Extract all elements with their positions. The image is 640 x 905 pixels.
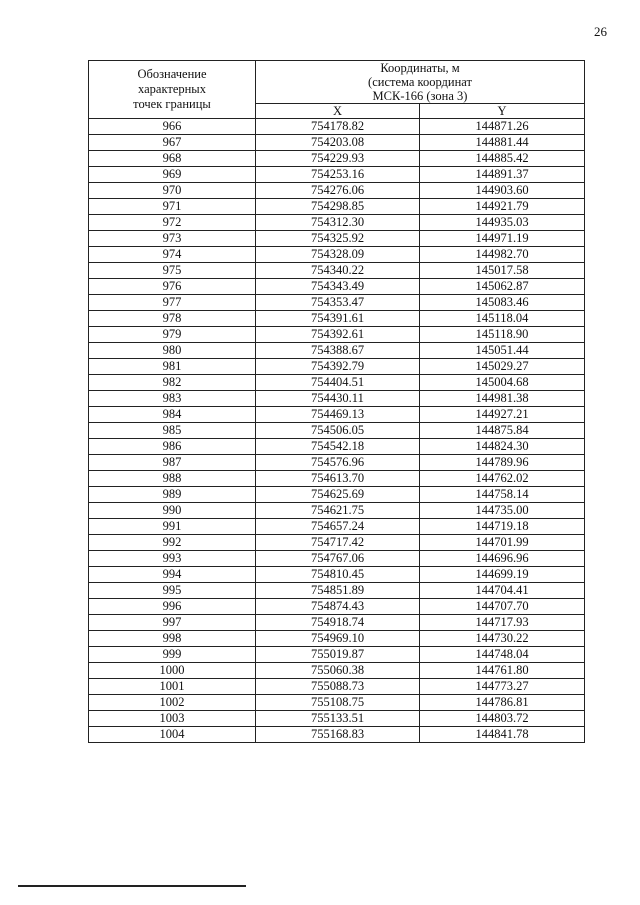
point-number-cell: 972 <box>89 215 256 231</box>
point-number-cell: 970 <box>89 183 256 199</box>
table-row <box>89 551 585 567</box>
point-number-cell: 967 <box>89 135 256 151</box>
x-coordinate-cell: 754851.89 <box>256 583 420 599</box>
x-coordinate-cell: 754874.43 <box>256 599 420 615</box>
table-row <box>89 119 585 135</box>
x-coordinate-cell: 754392.61 <box>256 327 420 343</box>
table-row <box>89 327 585 343</box>
table-row <box>89 135 585 151</box>
table-body <box>89 119 585 743</box>
x-coordinate-cell: 754469.13 <box>256 407 420 423</box>
point-number-cell: 983 <box>89 391 256 407</box>
y-coordinate-cell: 144971.19 <box>420 231 585 247</box>
table-row <box>89 231 585 247</box>
x-coordinate-cell: 755019.87 <box>256 647 420 663</box>
table-row <box>89 647 585 663</box>
x-coordinate-cell: 755108.75 <box>256 695 420 711</box>
x-coordinate-cell: 754343.49 <box>256 279 420 295</box>
y-coordinate-cell: 145083.46 <box>420 295 585 311</box>
x-coordinate-cell: 754391.61 <box>256 311 420 327</box>
y-coordinate-cell: 144789.96 <box>420 455 585 471</box>
coords-header-line-1: Координаты, м <box>380 61 460 75</box>
y-coordinate-cell: 144935.03 <box>420 215 585 231</box>
table-row <box>89 503 585 519</box>
table-row <box>89 375 585 391</box>
table-row <box>89 151 585 167</box>
table-row <box>89 279 585 295</box>
x-coordinate-cell: 754325.92 <box>256 231 420 247</box>
point-number-cell: 981 <box>89 359 256 375</box>
point-number-cell: 986 <box>89 439 256 455</box>
y-coordinate-cell: 145118.90 <box>420 327 585 343</box>
point-header-line-2: характерных <box>138 82 206 96</box>
point-number-cell: 966 <box>89 119 256 135</box>
table-row <box>89 727 585 743</box>
point-number-cell: 1000 <box>89 663 256 679</box>
point-header-line-1: Обозначение <box>137 67 207 81</box>
y-coordinate-cell: 144981.38 <box>420 391 585 407</box>
y-coordinate-cell: 144875.84 <box>420 423 585 439</box>
point-number-cell: 968 <box>89 151 256 167</box>
x-coordinate-cell: 754625.69 <box>256 487 420 503</box>
point-number-cell: 990 <box>89 503 256 519</box>
point-number-cell: 988 <box>89 471 256 487</box>
x-coordinate-cell: 754918.74 <box>256 615 420 631</box>
table-row <box>89 263 585 279</box>
y-coordinate-cell: 144773.27 <box>420 679 585 695</box>
x-coordinate-cell: 754229.93 <box>256 151 420 167</box>
x-coordinate-cell: 754178.82 <box>256 119 420 135</box>
point-designation-header <box>89 61 256 119</box>
y-coordinate-cell: 144748.04 <box>420 647 585 663</box>
point-number-cell: 971 <box>89 199 256 215</box>
x-coordinate-cell: 755060.38 <box>256 663 420 679</box>
table-row <box>89 695 585 711</box>
table-row <box>89 679 585 695</box>
table-row <box>89 359 585 375</box>
x-coordinate-cell: 754312.30 <box>256 215 420 231</box>
table-row <box>89 407 585 423</box>
x-coordinate-cell: 754717.42 <box>256 535 420 551</box>
point-number-cell: 999 <box>89 647 256 663</box>
table-row <box>89 183 585 199</box>
x-coordinate-cell: 754767.06 <box>256 551 420 567</box>
y-coordinate-cell: 144761.80 <box>420 663 585 679</box>
y-coordinate-cell: 144696.96 <box>420 551 585 567</box>
x-column-header: X <box>256 104 420 119</box>
point-number-cell: 980 <box>89 343 256 359</box>
x-coordinate-cell: 754328.09 <box>256 247 420 263</box>
point-number-cell: 985 <box>89 423 256 439</box>
y-coordinate-cell: 144701.99 <box>420 535 585 551</box>
y-coordinate-cell: 145062.87 <box>420 279 585 295</box>
x-coordinate-cell: 755168.83 <box>256 727 420 743</box>
table-row <box>89 343 585 359</box>
y-column-header: Y <box>420 104 585 119</box>
y-coordinate-cell: 144841.78 <box>420 727 585 743</box>
point-number-cell: 995 <box>89 583 256 599</box>
point-number-cell: 969 <box>89 167 256 183</box>
coords-header-line-2: (система координат <box>368 75 472 89</box>
x-coordinate-cell: 755133.51 <box>256 711 420 727</box>
y-coordinate-cell: 144707.70 <box>420 599 585 615</box>
y-coordinate-cell: 144921.79 <box>420 199 585 215</box>
y-coordinate-cell: 144735.00 <box>420 503 585 519</box>
table-row <box>89 487 585 503</box>
table-row <box>89 583 585 599</box>
point-number-cell: 994 <box>89 567 256 583</box>
y-coordinate-cell: 144927.21 <box>420 407 585 423</box>
point-number-cell: 1002 <box>89 695 256 711</box>
x-coordinate-cell: 754810.45 <box>256 567 420 583</box>
x-coordinate-cell: 754621.75 <box>256 503 420 519</box>
x-coordinate-cell: 754388.67 <box>256 343 420 359</box>
point-number-cell: 1004 <box>89 727 256 743</box>
point-number-cell: 993 <box>89 551 256 567</box>
point-number-cell: 1001 <box>89 679 256 695</box>
point-number-cell: 975 <box>89 263 256 279</box>
table-row <box>89 391 585 407</box>
x-coordinate-cell: 754542.18 <box>256 439 420 455</box>
table-row <box>89 631 585 647</box>
x-coordinate-cell: 754353.47 <box>256 295 420 311</box>
x-coordinate-cell: 754392.79 <box>256 359 420 375</box>
x-coordinate-cell: 754969.10 <box>256 631 420 647</box>
point-number-cell: 989 <box>89 487 256 503</box>
y-coordinate-cell: 144891.37 <box>420 167 585 183</box>
table-row <box>89 711 585 727</box>
y-coordinate-cell: 144719.18 <box>420 519 585 535</box>
y-coordinate-cell: 144903.60 <box>420 183 585 199</box>
point-number-cell: 1003 <box>89 711 256 727</box>
point-number-cell: 997 <box>89 615 256 631</box>
y-coordinate-cell: 144881.44 <box>420 135 585 151</box>
point-number-cell: 991 <box>89 519 256 535</box>
table-row <box>89 615 585 631</box>
y-coordinate-cell: 144717.93 <box>420 615 585 631</box>
point-number-cell: 982 <box>89 375 256 391</box>
y-coordinate-cell: 145017.58 <box>420 263 585 279</box>
table-row <box>89 167 585 183</box>
y-coordinate-cell: 144704.41 <box>420 583 585 599</box>
y-coordinate-cell: 144762.02 <box>420 471 585 487</box>
coords-header-line-3: МСК-166 (зона 3) <box>372 89 468 103</box>
table-row <box>89 519 585 535</box>
y-coordinate-cell: 144786.81 <box>420 695 585 711</box>
point-number-cell: 987 <box>89 455 256 471</box>
y-coordinate-cell: 144871.26 <box>420 119 585 135</box>
x-coordinate-cell: 754506.05 <box>256 423 420 439</box>
y-coordinate-cell: 144982.70 <box>420 247 585 263</box>
point-number-cell: 977 <box>89 295 256 311</box>
table-row <box>89 535 585 551</box>
point-header-line-3: точек границы <box>133 97 211 111</box>
table-row <box>89 423 585 439</box>
table-row <box>89 247 585 263</box>
coordinates-header <box>256 61 585 104</box>
point-number-cell: 998 <box>89 631 256 647</box>
y-coordinate-cell: 144885.42 <box>420 151 585 167</box>
coordinates-table <box>88 60 585 743</box>
point-number-cell: 978 <box>89 311 256 327</box>
point-number-cell: 973 <box>89 231 256 247</box>
x-coordinate-cell: 754276.06 <box>256 183 420 199</box>
y-coordinate-cell: 145029.27 <box>420 359 585 375</box>
x-coordinate-cell: 754613.70 <box>256 471 420 487</box>
point-number-cell: 976 <box>89 279 256 295</box>
footnote-separator-line <box>18 885 246 887</box>
x-coordinate-cell: 754657.24 <box>256 519 420 535</box>
table-row <box>89 199 585 215</box>
x-coordinate-cell: 754298.85 <box>256 199 420 215</box>
table-row <box>89 455 585 471</box>
y-coordinate-cell: 144803.72 <box>420 711 585 727</box>
table-row <box>89 599 585 615</box>
table-row <box>89 567 585 583</box>
y-coordinate-cell: 144730.22 <box>420 631 585 647</box>
y-coordinate-cell: 145051.44 <box>420 343 585 359</box>
x-coordinate-cell: 754203.08 <box>256 135 420 151</box>
point-number-cell: 992 <box>89 535 256 551</box>
y-coordinate-cell: 144699.19 <box>420 567 585 583</box>
y-coordinate-cell: 145004.68 <box>420 375 585 391</box>
point-number-cell: 984 <box>89 407 256 423</box>
point-number-cell: 974 <box>89 247 256 263</box>
point-number-cell: 979 <box>89 327 256 343</box>
table-row <box>89 311 585 327</box>
table-row <box>89 471 585 487</box>
x-coordinate-cell: 754576.96 <box>256 455 420 471</box>
x-coordinate-cell: 754340.22 <box>256 263 420 279</box>
x-coordinate-cell: 755088.73 <box>256 679 420 695</box>
x-coordinate-cell: 754430.11 <box>256 391 420 407</box>
y-coordinate-cell: 144758.14 <box>420 487 585 503</box>
point-number-cell: 996 <box>89 599 256 615</box>
y-coordinate-cell: 145118.04 <box>420 311 585 327</box>
x-coordinate-cell: 754404.51 <box>256 375 420 391</box>
table-row <box>89 663 585 679</box>
page-number: 26 <box>594 24 607 39</box>
x-coordinate-cell: 754253.16 <box>256 167 420 183</box>
table-row <box>89 215 585 231</box>
table-row <box>89 295 585 311</box>
table-row <box>89 439 585 455</box>
y-coordinate-cell: 144824.30 <box>420 439 585 455</box>
